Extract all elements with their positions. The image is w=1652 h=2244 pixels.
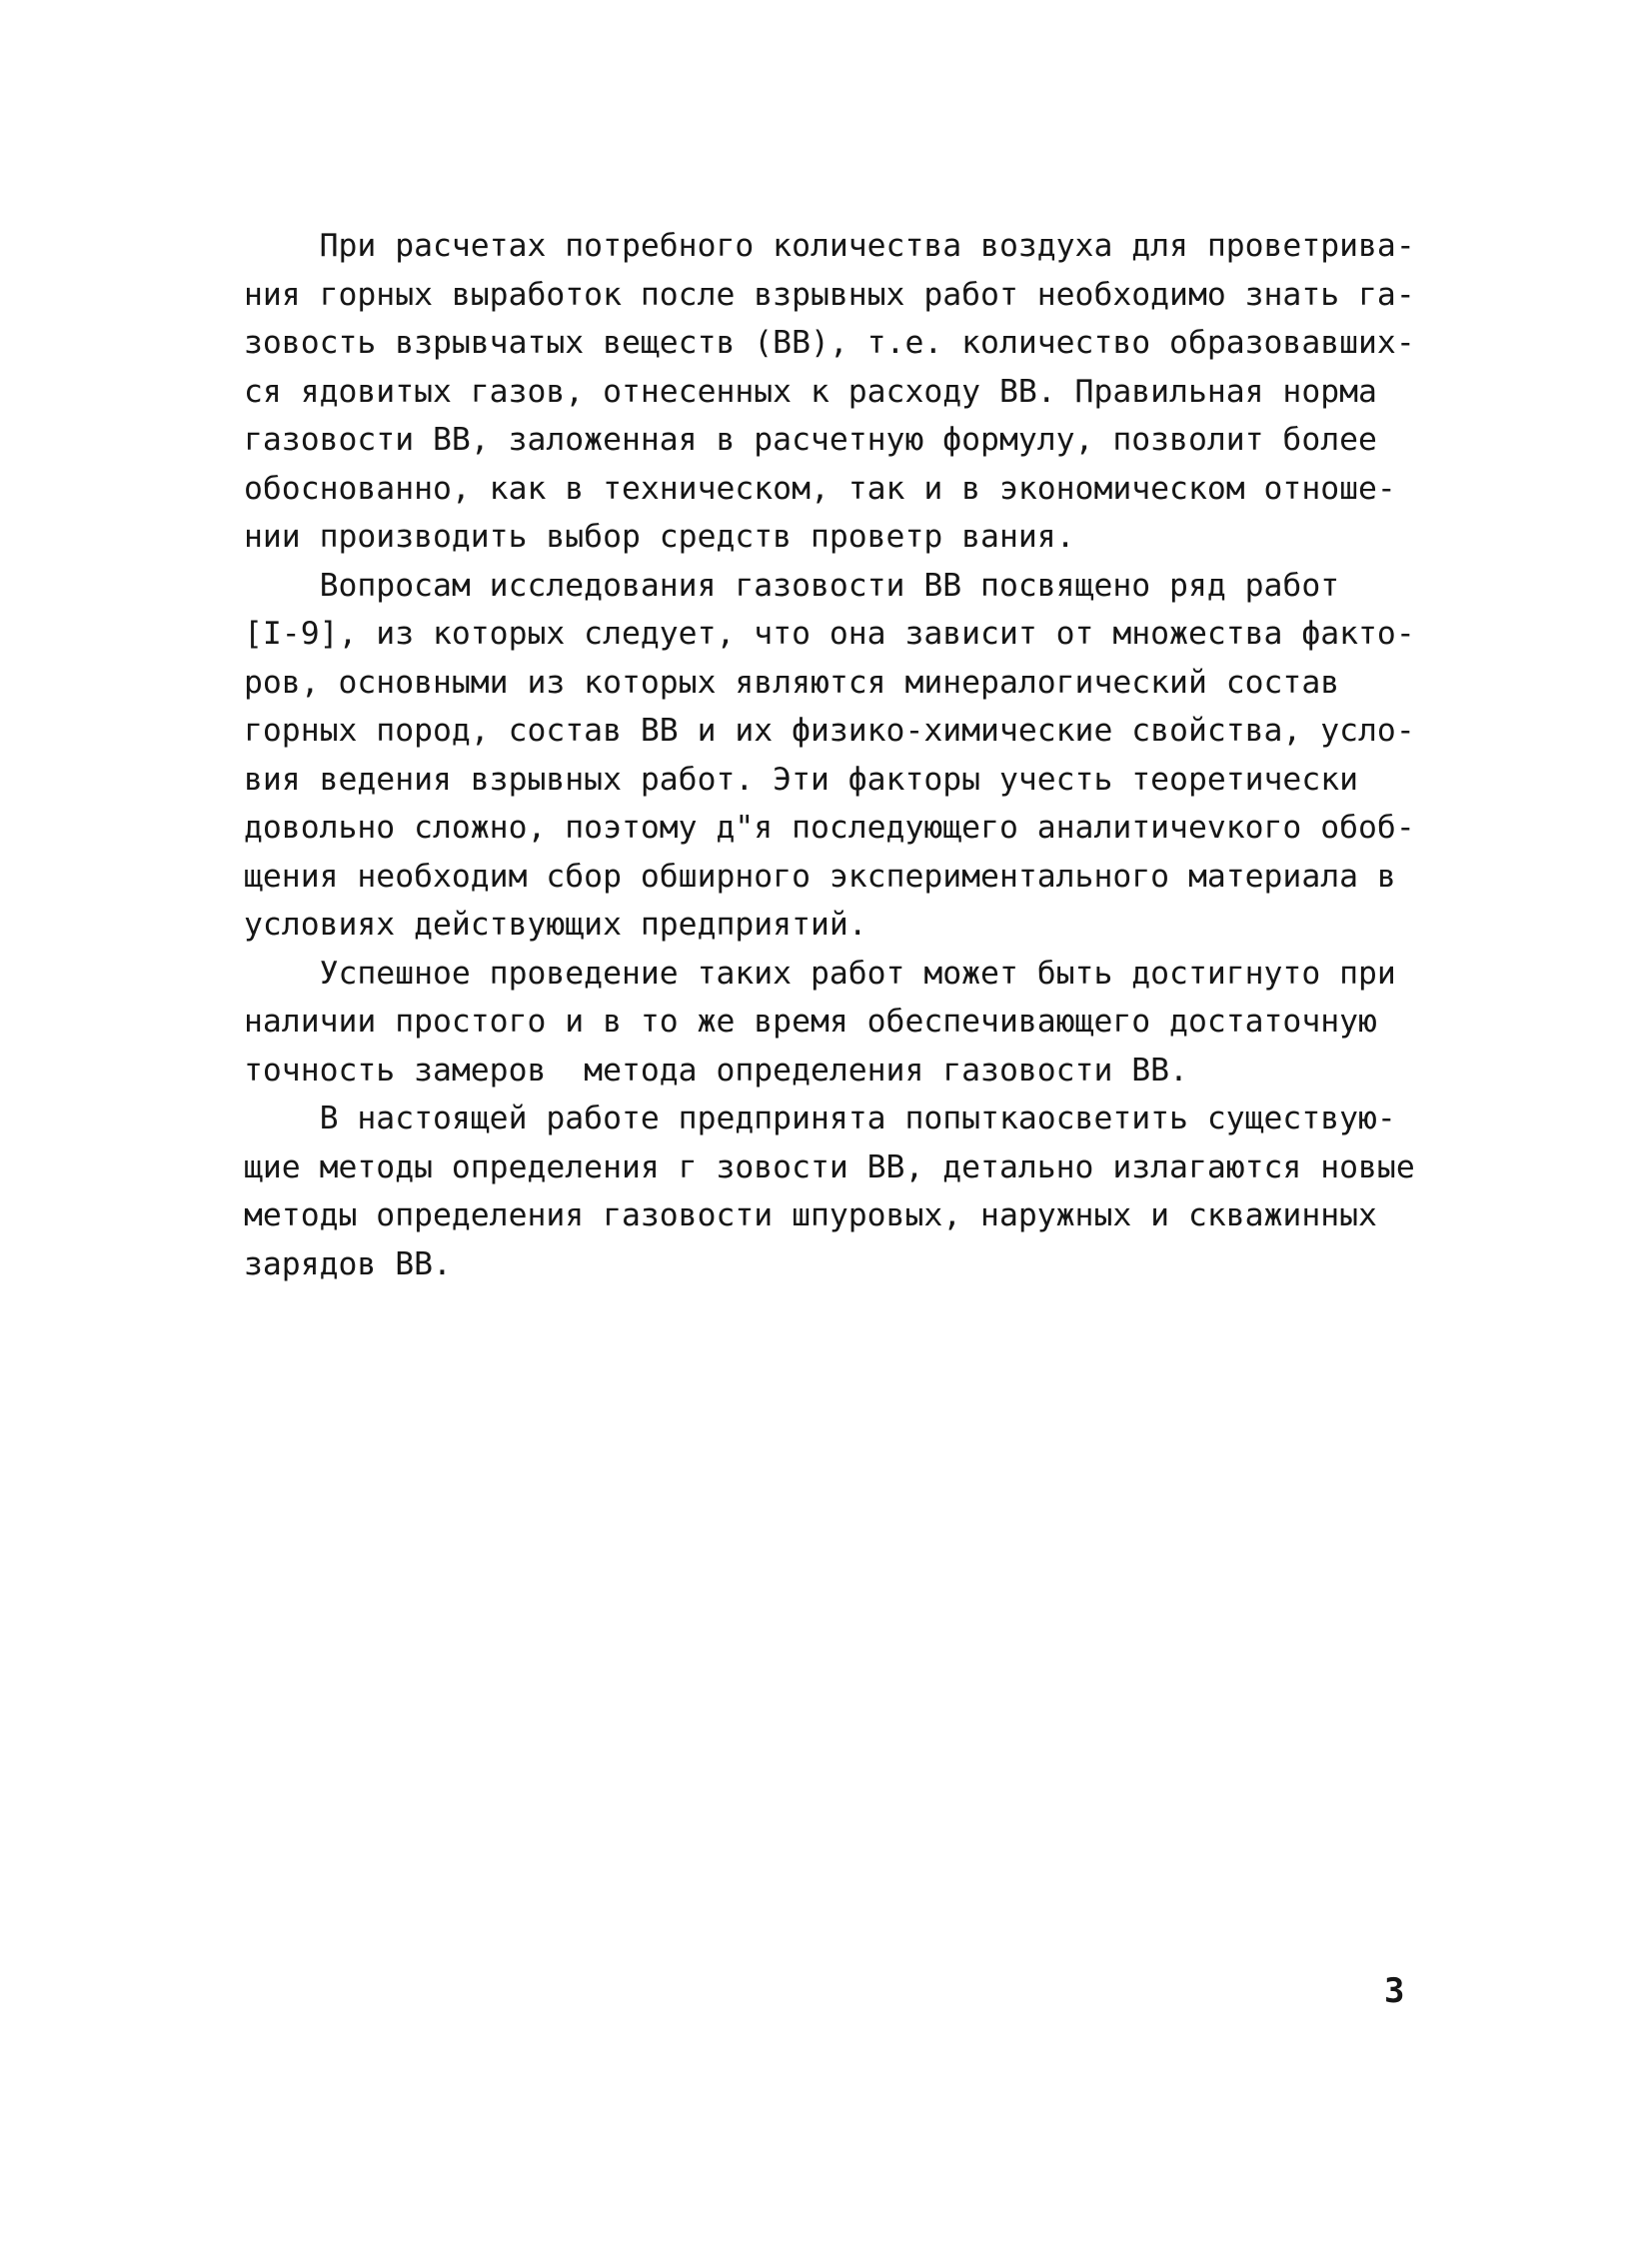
body-text — [244, 222, 1443, 1288]
text-line: вия ведения взрывных работ. Эти факторы учесть теоретически — [244, 761, 1359, 798]
text-line: В настоящей работе предпринята попыткаосветить существую- — [244, 1101, 1396, 1136]
text-line: газовости ВВ, заложенная в расчетную формулу, позволит более — [244, 422, 1377, 458]
text-line: [I-9], из которых следует, что она зависит от множества факто- — [244, 616, 1415, 652]
text-line: наличии простого и в то же время обеспечивающего достаточную — [244, 1004, 1377, 1040]
text-line: Успешное проведение таких работ может быть достигнуто при — [244, 955, 1396, 992]
text-line: зарядов ВВ. — [244, 1245, 452, 1282]
text-line: ния горных выработок после взрывных работ необходимо знать га- — [244, 276, 1415, 313]
text-line: довольно сложно, поэтому д"я последующего аналитичеvкого обоб- — [244, 810, 1415, 846]
text-line: щие методы определения г зовости ВВ, детально излагаются новые — [244, 1148, 1415, 1185]
text-line: нии производить выбор средств проветр вания. — [244, 519, 1075, 555]
text-line: зовость взрывчатых веществ (ВВ), т.е. количество образовавших- — [244, 325, 1415, 361]
text-line: Вопросам исследования газовости ВВ посвящено ряд работ — [244, 567, 1340, 604]
text-line: условиях действующих предприятий. — [244, 907, 867, 943]
text-line: При расчетах потребного количества воздуха для проветрива- — [244, 228, 1415, 264]
text-line: точность замеров метода определения газовости ВВ. — [244, 1052, 1188, 1089]
text-line: щения необходим сбор обширного экспериментального материала в — [244, 858, 1396, 895]
page-number: 3 — [1384, 1971, 1405, 2011]
text-line: обоснованно, как в техническом, так и в экономическом отноше- — [244, 470, 1396, 507]
text-line: ров, основными из которых являются минералогический состав — [244, 664, 1340, 701]
text-line: ся ядовитых газов, отнесенных к расходу ВВ. Правильная норма — [244, 373, 1377, 410]
text-line: горных пород, состав ВВ и их физико-химические свойства, усло- — [244, 713, 1415, 749]
text-line: методы определения газовости шпуровых, наружных и скважинных — [244, 1197, 1377, 1233]
